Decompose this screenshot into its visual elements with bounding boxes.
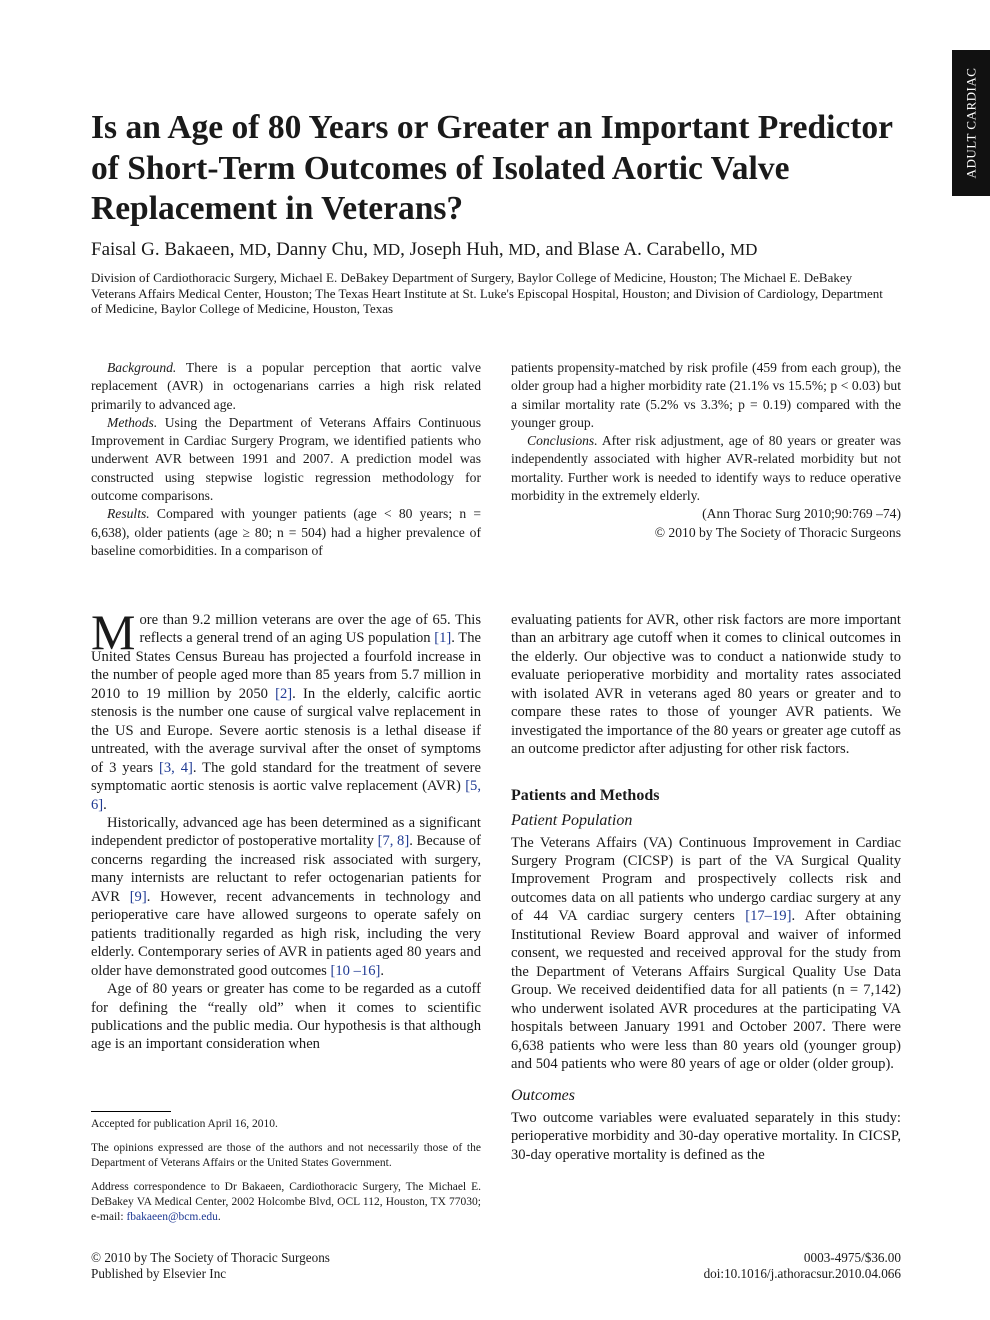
section-tab-label: ADULT CARDIAC [963, 67, 978, 179]
footnote-correspondence: Address correspondence to Dr Bakaeen, Cardiothoracic Surgery, The Michael E. DeBakey VA Medical Center, 2002 Holcombe Blvd, OCL 112, Houston, TX 77030; e-mail: fbakaeen@bcm.edu. [91, 1181, 481, 1223]
section-tab [952, 50, 990, 196]
author-name: Faisal G. Bakaeen, [91, 239, 235, 260]
abstract-left [91, 359, 481, 560]
abstract-right [511, 359, 901, 542]
author-list: Faisal G. Bakaeen, MD, Danny Chu, MD, Joseph Huh, MD, and Blase A. Carabello, MD [91, 239, 758, 260]
intro-paragraph-2: Historically, advanced age has been determined as a significant independent predictor of postoperative mortality [7, 8]. Because of concerns regarding the increased risk associated with surgery, many internists are reluctant to refer octogenarian patients for AVR [9]. However, recent advancements in technology and perioperative care have allowed surgeons to operate safely on patients traditionally regarded as high risk, including the very elderly. Contemporary series of AVR in patients aged 80 years and older have demonstrated good outcomes [10 –16]. [91, 814, 481, 979]
citation-link[interactable]: [2] [275, 685, 293, 702]
abstract-copyright: © 2010 by The Society of Thoracic Surgeons [654, 524, 901, 540]
subsection-heading: Patient Population [511, 812, 633, 830]
footnote-accepted: Accepted for publication April 16, 2010. [91, 1118, 278, 1130]
citation-link[interactable]: [10 –16] [330, 962, 381, 979]
footnote-disclaimer: The opinions expressed are those of the authors and not necessarily those of the Department of Veterans Affairs or the United States Government. [91, 1142, 481, 1169]
footnote-divider [91, 1111, 171, 1112]
patient-population-paragraph: The Veterans Affairs (VA) Continuous Improvement in Cardiac Surgery Program (CICSP) is part of the VA Surgical Quality Improvement Program and prospectively collects risk and outcomes data on all patients who undergo cardiac surgery at any of 44 VA cardiac surgery centers [17–19]. After obtaining Institutional Review Board approval and waiver of informed consent, we requested and received approval for the study from the Department of Veterans Affairs Surgical Quality Use Data Group. We received deidentified data for all patients (n = 7,142) who underwent isolated AVR procedures at the participating VA hospitals between January 1991 and October 2007. There were 6,638 patients who were less than 80 years old (younger group) and 504 patients who were 80 years of age or older (older group). [511, 834, 901, 1072]
author-degree: MD [372, 240, 401, 259]
abstract-background: Background. There is a popular perception that aortic valve replacement (AVR) in octogenarians carries a high risk related primarily to advanced age. [91, 360, 481, 412]
citation-link[interactable]: [9] [129, 888, 147, 905]
section-heading: Patients and Methods [511, 786, 660, 804]
author-degree: MD [239, 240, 267, 259]
abstract-methods: Methods. Using the Department of Veterans Affairs Continuous Improvement in Cardiac Surgery Program, we identified patients who underwent AVR between 1991 and 2007. A prediction model was constructed using stepwise logistic regression methodology for outcome comparisons. [91, 414, 481, 504]
body-left-column [91, 604, 482, 1054]
abstract-conclusions: Conclusions. After risk adjustment, age of 80 years or greater was independently associated with higher AVR-related morbidity but not mortality. Further work is needed to identify ways to reduce operative morbidity in the extremely elderly. [511, 433, 901, 504]
intro-paragraph-3: Age of 80 years or greater has come to be regarded as a cutoff for defining the “really old” when it comes to scientific publications and the public media. Our hypothesis is that although age is an important consideration when [91, 981, 481, 1053]
citation-link[interactable]: [7, 8] [377, 833, 410, 850]
abstract-results-cont: patients propensity-matched by risk profile (459 from each group), the older group had a higher morbidity rate (21.1% vs 15.5%; p < 0.03) but a similar mortality rate (5.2% vs 3.3%; p = 0.19) compared with the younger group. [511, 360, 901, 430]
email-link[interactable]: fbakaeen@bcm.edu [126, 1211, 218, 1223]
abstract-results: Results. Compared with younger patients (age < 80 years; n = 6,638), older patients (age ≥ 80; n = 504) had a higher prevalence of baseline comorbidities. In a comparison of [91, 506, 481, 558]
intro-paragraph-4: evaluating patients for AVR, other risk factors are more important than an arbitrary age cutoff when it comes to clinical outcomes in the elderly. Our objective was to conduct a nationwide study to evaluate perioperative morbidity and mortality rates associated with isolated AVR in veterans aged 80 years or greater and to compare these rates to those of younger AVR patients. We investigated the importance of the 80 years or greater age cutoff as an outcome predictor after adjusting for other risk factors. [511, 612, 901, 758]
doi: doi:10.1016/j.athoracsur.2010.04.066 [703, 1265, 901, 1281]
article-title: Is an Age of 80 Years or Greater an Important Predictor of Short-Term Outcomes of Isolated Aortic Valve Replacement in Veterans? [91, 109, 893, 227]
author-degree: MD [508, 240, 536, 259]
citation-link[interactable]: [5, 6] [91, 778, 481, 813]
affiliation: Division of Cardiothoracic Surgery, Michael E. DeBakey Department of Surgery, Baylor College of Medicine, Houston; The Michael E. DeBakey Veterans Affairs Medical Center, Houston; The Texas Heart Institute at St. Luke's Episcopal Hospital, Houston; and Division of Cardiology, Department of Medicine, Baylor College of Medicine, Houston, Texas [91, 270, 883, 316]
author-name: Joseph Huh, [409, 239, 504, 260]
subsection-heading: Outcomes [511, 1087, 575, 1105]
author-degree: MD [729, 240, 758, 259]
outcomes-paragraph: Two outcome variables were evaluated separately in this study: perioperative morbidity and 30-day operative mortality. In CICSP, 30-day operative mortality is defined as the [511, 1109, 901, 1163]
issn-price: 0003-4975/$36.00 [803, 1250, 901, 1265]
body-right-column [511, 611, 901, 1164]
footer-identifiers [704, 1250, 901, 1281]
drop-cap: M [91, 604, 136, 660]
citation-link[interactable]: [17–19] [745, 908, 792, 925]
citation-link[interactable]: [3, 4] [158, 759, 193, 776]
author-name: and Blase A. Carabello, [545, 239, 726, 260]
citation-link[interactable]: [1] [434, 630, 452, 647]
journal-citation: (Ann Thorac Surg 2010;90:769 –74) [702, 506, 901, 522]
author-name: Danny Chu, [276, 239, 368, 260]
intro-paragraph-1: More than 9.2 million veterans are over the age of 65. This reflects a general trend of an aging US population [1]. The United States Census Bureau has projected a fourfold increase in the number of people aged more than 85 years from 5.7 million in 2010 to 19 million by 2050 [2]. In the elderly, calcific aortic stenosis is the number one cause of surgical valve replacement in the US and Europe. Severe aortic stenosis is a lethal disease if untreated, with the average survival after the onset of symptoms of 3 years [3, 4]. The gold standard for the treatment of severe symptomatic aortic stenosis is aortic valve replacement (AVR) [5, 6]. [91, 604, 482, 813]
footer-publisher: © 2010 by The Society of Thoracic Surgeons Published by Elsevier Inc [91, 1250, 330, 1281]
